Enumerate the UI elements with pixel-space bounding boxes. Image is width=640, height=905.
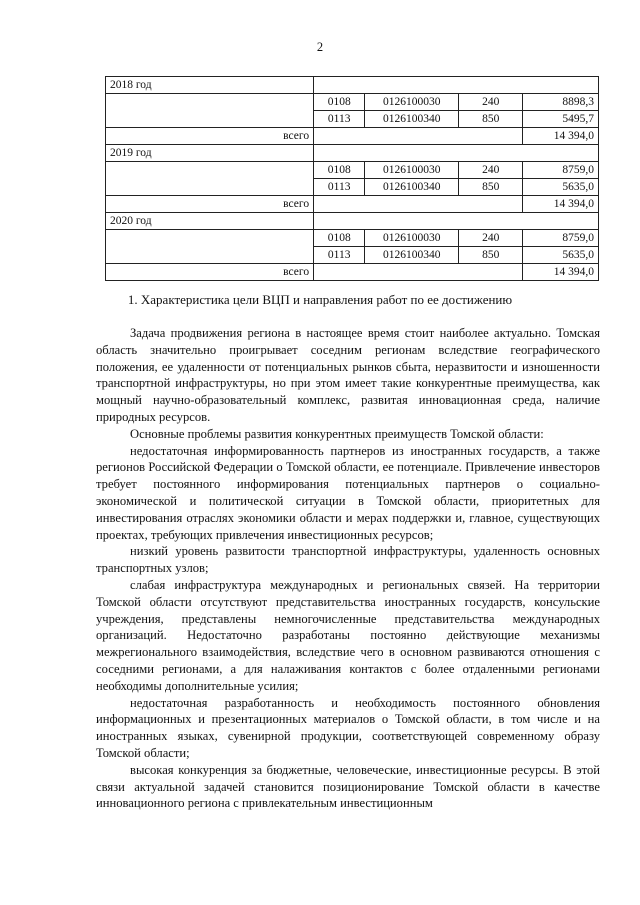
section-heading: 1. Характеристика цели ВЦП и направления работ по ее достижению <box>127 292 513 307</box>
empty-cell <box>314 264 523 281</box>
section-code: 0108 <box>314 162 365 179</box>
total-row <box>106 196 599 213</box>
target-article: 0126100340 <box>365 247 459 264</box>
table-row <box>106 230 599 247</box>
paragraph: недостаточная разработанность и необходимость постоянного обновления информационных и презентационных материалов о Томской области, в том числе и на иностранных языках, сувенирной продукции, соответствующей современному образу Томской области; <box>96 695 600 760</box>
year-label: 2020 год <box>106 213 314 230</box>
amount: 5495,7 <box>523 111 599 128</box>
paragraph: слабая инфраструктура международных и региональных связей. На территории Томской области отсутствуют представительства иностранных государств, консульские учреждения, представлены немногочисленные представительства международных организаций. Недостаточно разработаны постоянно действующие механизмы межрегионального взаимодействия, вследствие чего в основном развиваются отношения с соседними регионами, а для налаживания контактов с более отдаленными регионами необходимы дополнительные усилия; <box>96 577 600 693</box>
table-row <box>106 162 599 179</box>
empty-cell <box>314 213 599 230</box>
total-row <box>106 128 599 145</box>
expense-type: 240 <box>459 230 523 247</box>
paragraph: Основные проблемы развития конкурентных преимуществ Томской области: <box>130 426 544 441</box>
year-label: 2019 год <box>106 145 314 162</box>
table-row <box>106 94 599 111</box>
expense-type: 850 <box>459 179 523 196</box>
amount: 8898,3 <box>523 94 599 111</box>
empty-cell <box>314 145 599 162</box>
paragraph: недостаточная информированность партнеров из иностранных государств, а также регионов Российской Федерации о Томской области, ее потенциале. Привлечение инвесторов требует постоянного информирования потенциальных партнеров о социально-экономической и политической ситуации в Томской области, приоритетных для инвестирования отраслях экономики области и мерах поддержки и, главное, существующих проектах, требующих привлечения инвестиционных ресурсов; <box>96 443 600 542</box>
empty-cell <box>106 230 314 264</box>
total-label: всего <box>106 196 314 213</box>
empty-cell <box>314 196 523 213</box>
amount: 5635,0 <box>523 247 599 264</box>
empty-cell <box>314 77 599 94</box>
amount: 8759,0 <box>523 230 599 247</box>
amount: 5635,0 <box>523 179 599 196</box>
total-label: всего <box>106 128 314 145</box>
year-row <box>106 77 599 94</box>
page-number: 2 <box>316 40 324 54</box>
body-text <box>96 325 600 812</box>
year-row <box>106 145 599 162</box>
expense-type: 240 <box>459 94 523 111</box>
section-code: 0113 <box>314 111 365 128</box>
empty-cell <box>106 162 314 196</box>
section-code: 0108 <box>314 230 365 247</box>
budget-table <box>105 76 599 281</box>
amount: 8759,0 <box>523 162 599 179</box>
paragraph: низкий уровень развитости транспортной инфраструктуры, удаленность основных транспортных узлов; <box>96 544 600 576</box>
empty-cell <box>106 94 314 128</box>
year-label: 2018 год <box>106 77 314 94</box>
total-value: 14 394,0 <box>523 128 599 145</box>
total-value: 14 394,0 <box>523 264 599 281</box>
paragraph: высокая конкуренция за бюджетные, человеческие, инвестиционные ресурсы. В этой связи актуальной задачей становится позиционирование Томской области в качестве инновационного региона с привлекательным инвестиционным <box>96 762 600 811</box>
target-article: 0126100340 <box>365 111 459 128</box>
target-article: 0126100030 <box>365 94 459 111</box>
paragraph: Задача продвижения региона в настоящее время стоит наиболее актуально. Томская область значительно проигрывает соседним регионам вследствие географического положения, ее удаленности от потенциальных рынков сбыта, неразвитости и изношенности транспортной инфраструктуры, но при этом имеет такие конкурентные преимущества, как мощный научно-образовательный комплекс, развитая инновационная среда, наличие природных ресурсов. <box>96 326 600 424</box>
total-row <box>106 264 599 281</box>
target-article: 0126100340 <box>365 179 459 196</box>
target-article: 0126100030 <box>365 162 459 179</box>
section-code: 0113 <box>314 247 365 264</box>
target-article: 0126100030 <box>365 230 459 247</box>
expense-type: 850 <box>459 111 523 128</box>
total-value: 14 394,0 <box>523 196 599 213</box>
section-code: 0113 <box>314 179 365 196</box>
expense-type: 850 <box>459 247 523 264</box>
empty-cell <box>314 128 523 145</box>
expense-type: 240 <box>459 162 523 179</box>
section-code: 0108 <box>314 94 365 111</box>
total-label: всего <box>106 264 314 281</box>
year-row <box>106 213 599 230</box>
